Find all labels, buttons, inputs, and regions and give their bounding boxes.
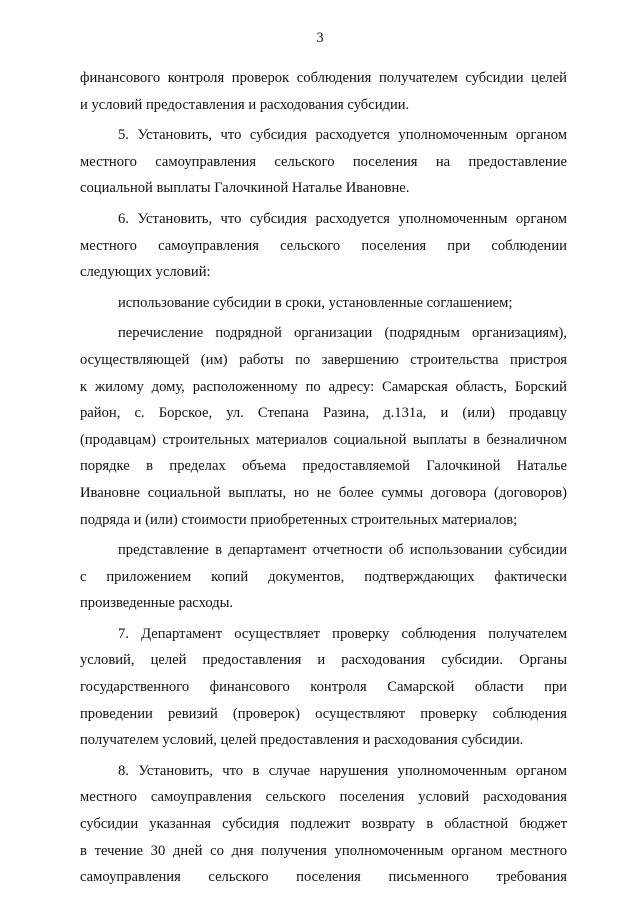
paragraph-item-6: [80, 206, 567, 286]
text-line: использование субсидии в сроки, установленные соглашением;: [118, 294, 513, 311]
text-line: с приложением копий документов, подтверждающих фактически: [80, 568, 567, 585]
text-line: самоуправления сельского поселения письменного требования: [80, 869, 567, 886]
text-line: условий, целей предоставления и расходования субсидии. Органы: [80, 652, 567, 669]
text-line: местного самоуправления сельского поселения при соблюдении: [80, 237, 567, 254]
text-line: социальной выплаты Галочкиной Наталье Ивановне.: [80, 180, 410, 197]
text-line: местного самоуправления сельского поселения условий расходования: [80, 789, 567, 806]
text-line: представление в департамент отчетности об использовании субсидии: [118, 542, 567, 559]
text-line: в течение 30 дней со дня получения уполномоченным органом местного: [80, 842, 567, 859]
text-line: подряда и (или) стоимости приобретенных строительных материалов;: [80, 511, 518, 528]
paragraph-item-7: [80, 621, 567, 754]
text-line: и условий предоставления и расходования субсидии.: [80, 96, 410, 113]
text-line: государственного финансового контроля Самарской области при: [80, 679, 567, 696]
text-line: субсидии указанная субсидия подлежит возврату в областной бюджет: [80, 816, 567, 833]
text-line: 8. Установить, что в случае нарушения уполномоченным органом: [118, 762, 567, 779]
text-line: район, с. Борское, ул. Степана Разина, д.131а, и (или) продавцу: [80, 405, 567, 422]
paragraph-continuation: [80, 65, 567, 118]
page-number: 3: [316, 30, 324, 46]
text-line: Ивановне социальной выплаты, но не более суммы договора (договоров): [80, 484, 567, 501]
text-line: получателем условий, целей предоставления и расходования субсидии.: [80, 732, 524, 749]
text-line: порядке в пределах объема предоставляемой Галочкиной Наталье: [80, 458, 567, 475]
text-line: 7. Департамент осуществляет проверку соблюдения получателем: [118, 625, 567, 642]
paragraph-condition-transfer: [80, 320, 567, 533]
paragraph-condition-usage: [80, 290, 567, 317]
text-line: 5. Установить, что субсидия расходуется уполномоченным органом: [118, 127, 567, 144]
paragraph-item-8: [80, 758, 567, 891]
text-line: следующих условий:: [80, 264, 211, 281]
text-line: перечисление подрядной организации (подрядным организациям),: [118, 325, 567, 342]
text-line: финансового контроля проверок соблюдения получателем субсидии целей: [80, 70, 567, 86]
paragraph-condition-reporting: [80, 537, 567, 617]
text-line: осуществляющей (им) работы по завершению строительства пристроя: [80, 351, 567, 368]
document-body: [80, 65, 567, 895]
text-line: местного самоуправления сельского поселения на предоставление: [80, 153, 567, 170]
text-line: произведенные расходы.: [80, 595, 234, 612]
text-line: проведении ревизий (проверок) осуществляют проверку соблюдения: [80, 705, 567, 722]
text-line: 6. Установить, что субсидия расходуется уполномоченным органом: [118, 210, 567, 227]
paragraph-item-5: [80, 122, 567, 202]
text-line: к жилому дому, расположенному по адресу: Самарская область, Борский: [80, 378, 567, 395]
text-line: (продавцам) строительных материалов социальной выплаты в безналичном: [80, 431, 567, 448]
